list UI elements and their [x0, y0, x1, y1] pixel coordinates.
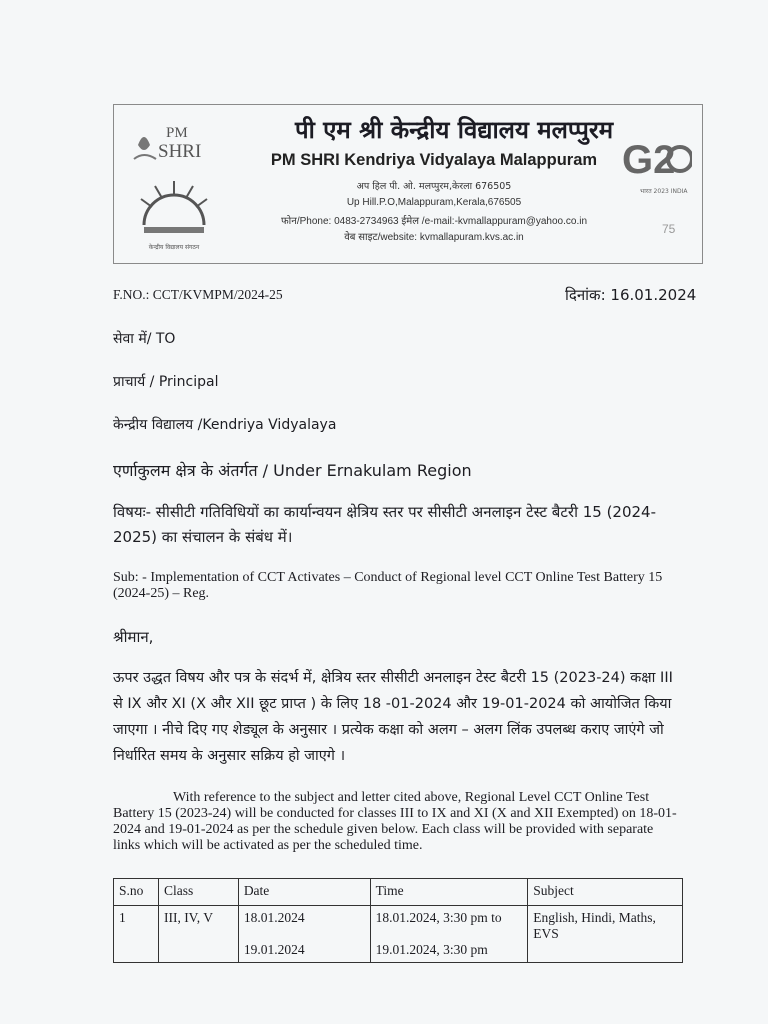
cell-date — [238, 906, 370, 963]
cell-time-2: 19.01.2024, 3:30 pm — [375, 942, 488, 957]
letter-date: दिनांक: 16.01.2024 — [565, 286, 697, 304]
letterhead — [113, 104, 703, 264]
cell-sno: 1 — [114, 906, 159, 963]
pm-shri-kvs-logo — [124, 115, 224, 255]
table-header-row — [114, 879, 683, 906]
salutation: श्रीमान, — [113, 628, 154, 646]
letterhead-address-hindi: अप हिल पी. ओ. मलप्पुरम,केरला 676505 — [356, 181, 512, 192]
svg-text:G2: G2 — [622, 138, 676, 182]
svg-text:केन्द्रीय विद्यालय संगठन: केन्द्रीय विद्यालय संगठन — [148, 244, 200, 251]
svg-text:भारत 2023 INDIA: भारत 2023 INDIA — [640, 188, 688, 195]
subject-hindi: विषयः- सीसीटी गतिविधियों का कार्यान्वयन क्षेत्रिय स्तर पर सीसीटी अनलाइन टेस्ट बैटरी 15 (2024-2025) का संचालन के संबंध में। — [113, 503, 657, 546]
header-subject: Subject — [528, 879, 683, 906]
body-hindi: ऊपर उद्धत विषय और पत्र के संदर्भ में, क्षेत्रिय स्तर सीसीटी अनलाइन टेस्ट बैटरी 15 (2023-24) कक्षा III से IX और XI (X और XII छूट प्राप्त ) के लिए 18 -01-2024 और 19-01-2024 को आयोजित किया जाएगा । नीचे दिए गए शेड्यूल के अनुसार । प्रत्येक कक्षा को अलग – अलग लिंक उपलब्ध कराए जाएंगे जो निर्धारित समय के अनुसार सक्रिय हो जाएगे । — [113, 670, 673, 764]
recipient-kendriya-vidyalaya: केन्द्रीय विद्यालय /Kendriya Vidyalaya — [113, 417, 337, 433]
table-row — [114, 906, 683, 963]
schedule-table — [113, 878, 683, 963]
letterhead-english-title: PM SHRI Kendriya Vidyalaya Malappuram — [270, 151, 598, 169]
g20-logo — [620, 121, 692, 251]
cell-time — [370, 906, 528, 963]
svg-text:75: 75 — [662, 222, 676, 236]
recipient-principal: प्राचार्य / Principal — [113, 374, 219, 390]
svg-text:SHRI: SHRI — [158, 141, 202, 162]
letterhead-address-english: Up Hill.P.O,Malappuram,Kerala,676505 — [346, 197, 522, 208]
file-number: F.NO.: CCT/KVMPM/2024-25 — [113, 287, 283, 302]
svg-text:PM: PM — [166, 125, 188, 141]
subject-english: Sub: - Implementation of CCT Activates – Conduct of Regional level CCT Online Test Battery 15 (2024-25) – Reg. — [113, 570, 663, 601]
header-class: Class — [158, 879, 238, 906]
to-line: सेवा में/ TO — [113, 331, 176, 347]
cell-time-1: 18.01.2024, 3:30 pm to — [375, 910, 502, 925]
header-date: Date — [238, 879, 370, 906]
letterhead-phone-email: फोन/Phone: 0483-2734963 ईमेल /e-mail:-kvmallappuram@yahoo.co.in — [280, 216, 588, 227]
recipient-region: एर्णाकुलम क्षेत्र के अंतर्गत / Under Ernakulam Region — [113, 461, 472, 480]
letterhead-website: वेब साइट/website: kvmallapuram.kvs.ac.in — [344, 232, 524, 243]
header-sno: S.no — [114, 879, 159, 906]
cell-subject: English, Hindi, Maths, EVS — [528, 906, 683, 963]
letterhead-hindi-title: पी एम श्री केन्द्रीय विद्यालय मलप्पुरम — [294, 116, 614, 144]
cell-class: III, IV, V — [158, 906, 238, 963]
body-english: With reference to the subject and letter cited above, Regional Level CCT Online Test Battery 15 (2023-24) will be conducted for classes III to IX and XI (X and XII Exempted) on 18-01-2024 and 19-01-2024 as per the schedule given below. Each class will be provided with separate links which will be activated as per the scheduled time. — [113, 790, 677, 853]
cell-date-1: 18.01.2024 — [243, 910, 305, 925]
cell-date-2: 19.01.2024 — [243, 942, 305, 957]
header-time: Time — [370, 879, 528, 906]
